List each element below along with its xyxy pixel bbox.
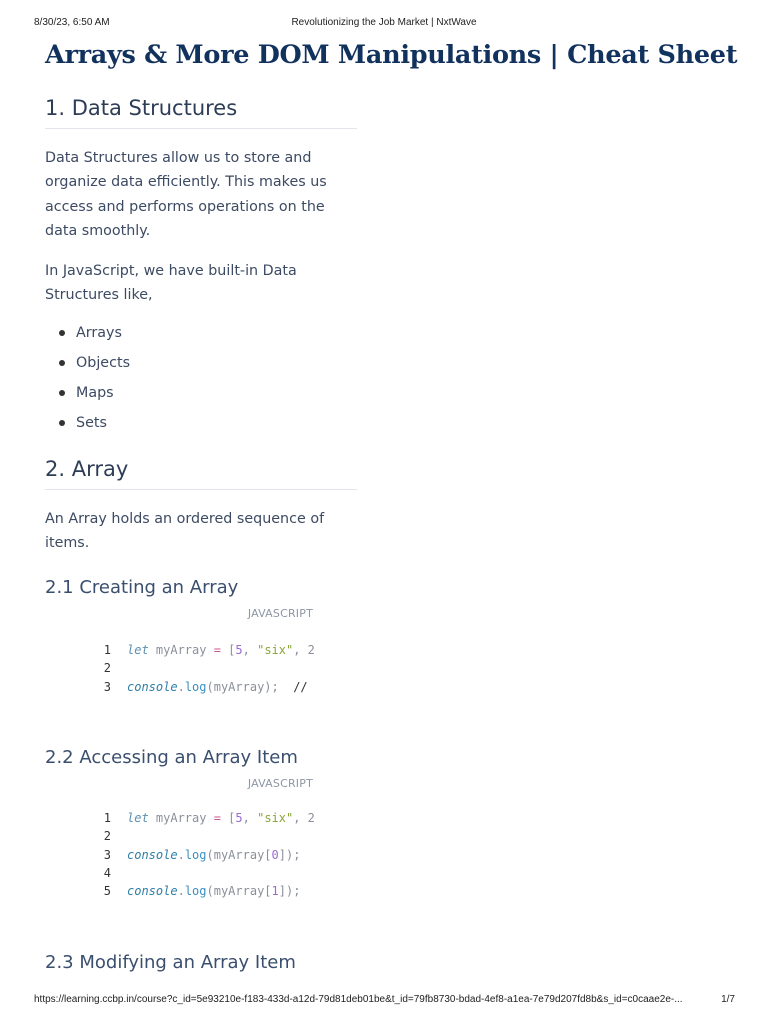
code-token: log [184, 847, 207, 862]
code-block-creating-array [45, 641, 325, 696]
line-number: 2 [103, 661, 111, 676]
code-token: . [177, 884, 185, 899]
code-block-accessing-array [45, 809, 325, 900]
code-token: ]); [278, 884, 301, 899]
line-number: 5 [103, 884, 111, 899]
code-token: log [184, 884, 207, 899]
code-line [45, 659, 325, 677]
data-structures-list [45, 320, 345, 440]
heading-modifying-array-item: 2.3 Modifying an Array Item [45, 952, 296, 973]
code-token: console [127, 884, 178, 899]
line-number: 4 [103, 865, 111, 880]
list-item: Sets [45, 410, 345, 440]
builtin-structures-intro: In JavaScript, we have built-in Data Structures like, [45, 263, 297, 304]
code-token: "six" [257, 643, 294, 657]
code-language-label: JAVASCRIPT [247, 777, 313, 790]
code-token: 5 [235, 811, 243, 825]
heading-accessing-array-item: 2.2 Accessing an Array Item [45, 747, 298, 768]
print-page-title: Revolutionizing the Job Market | NxtWave [291, 17, 477, 28]
code-token: console [127, 679, 178, 694]
line-number: 3 [103, 679, 111, 694]
code-token: myArray [148, 811, 214, 825]
line-number: 2 [103, 829, 111, 844]
list-item: Arrays [45, 320, 345, 350]
line-number: 3 [103, 847, 111, 862]
print-url: https://learning.ccbp.in/course?c_id=5e93210e-f183-433d-a12d-79d81deb01be&t_id=79fb8730-bdad-4ef8-a1ea-7e79d207fd8b&s_id=c0caae2e-... [34, 994, 683, 1005]
code-line [45, 678, 325, 696]
code-token: let [127, 811, 149, 825]
code-token: // [278, 679, 308, 694]
code-token: . [177, 679, 185, 694]
list-item: Objects [45, 350, 345, 380]
code-token: = [213, 643, 221, 657]
page-number: 1/7 [721, 994, 735, 1005]
list-item: Maps [45, 380, 345, 410]
heading-creating-array: 2.1 Creating an Array [45, 577, 239, 598]
print-header [0, 17, 768, 31]
code-token: [ [220, 643, 236, 657]
code-line [45, 882, 325, 900]
code-line [45, 846, 325, 864]
code-token: , [242, 643, 258, 657]
code-token: [ [220, 811, 236, 825]
code-token: (myArray); [206, 679, 279, 694]
array-description: An Array holds an ordered sequence of items. [45, 511, 325, 552]
code-token: (myArray[ [206, 884, 272, 899]
data-structures-description: Data Structures allow us to store and organize data efficiently. This makes us access and performs operations on the data smoothly. [45, 150, 327, 239]
code-token: myArray [148, 643, 214, 657]
code-token: "six" [257, 811, 294, 825]
code-token: console [127, 847, 178, 862]
line-number: 1 [103, 643, 111, 657]
code-token: . [177, 847, 185, 862]
code-token: 0 [271, 847, 279, 862]
code-line [45, 809, 325, 827]
code-token: , 2 [293, 643, 315, 657]
print-date: 8/30/23, 6:50 AM [34, 17, 110, 28]
code-line [45, 641, 325, 659]
code-token: ]); [278, 847, 301, 862]
line-number: 1 [103, 811, 111, 825]
code-language-label: JAVASCRIPT [247, 607, 313, 620]
code-token: let [127, 643, 149, 657]
code-token: 5 [235, 643, 243, 657]
code-token: , [242, 811, 258, 825]
code-token: 1 [271, 884, 279, 899]
code-token: (myArray[ [206, 847, 272, 862]
code-token: , 2 [293, 811, 315, 825]
code-token: log [184, 679, 207, 694]
code-token: = [213, 811, 221, 825]
heading-array: 2. Array [45, 457, 357, 490]
code-line [45, 864, 325, 882]
heading-data-structures: 1. Data Structures [45, 96, 357, 129]
code-line [45, 827, 325, 845]
print-footer [0, 994, 768, 1008]
document-title: Arrays & More DOM Manipulations | Cheat Sheet [45, 40, 738, 70]
